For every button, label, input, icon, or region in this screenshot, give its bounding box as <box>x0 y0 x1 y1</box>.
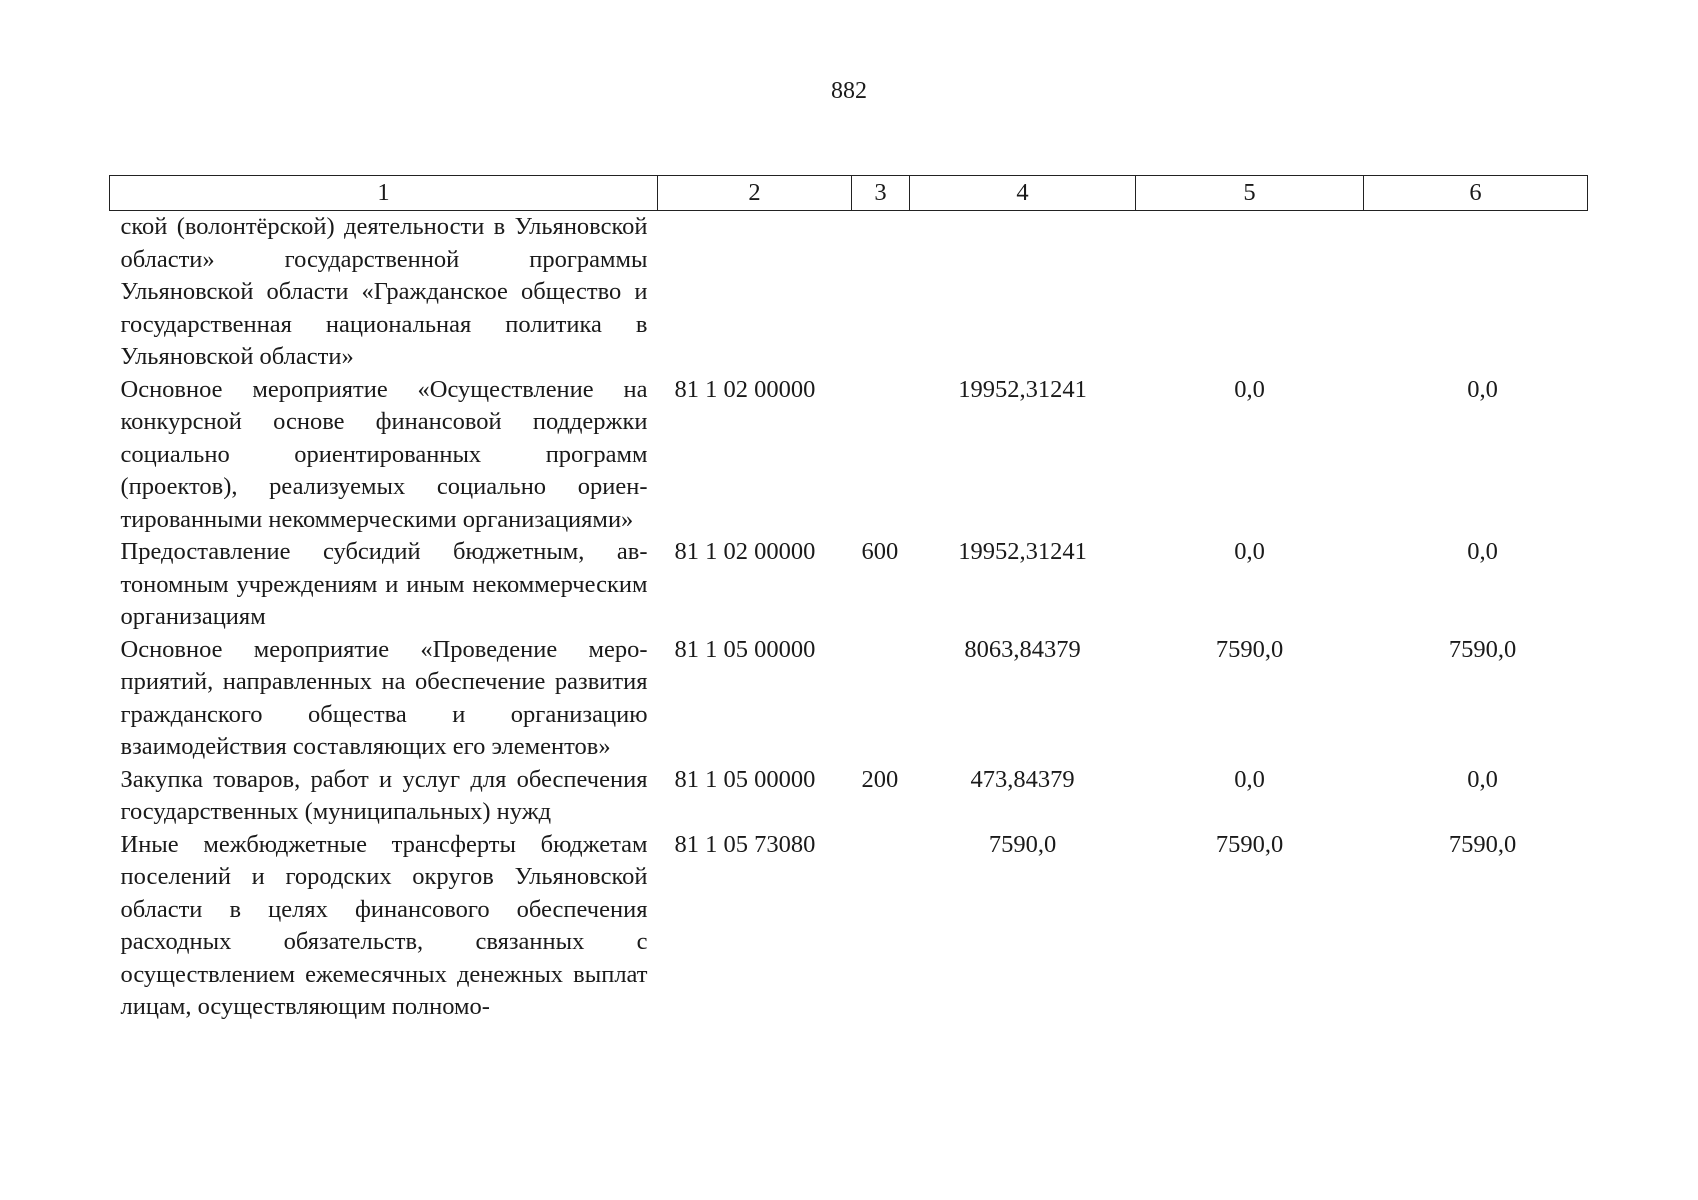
row-expense-type <box>852 374 910 537</box>
row-code: 81 1 02 00000 <box>674 375 816 403</box>
row-value-col6: 0,0 <box>1467 538 1498 565</box>
row-name: Основное мероприятие «Осуществление на конкурсной основе финансовой поддержки социально ориентированных программ (проектов), реализуемых социально ориентированными некоммерческими организациями» <box>120 375 648 533</box>
row-code: 81 1 05 00000 <box>674 765 816 793</box>
column-header-5: 5 <box>1136 176 1364 211</box>
row-value-col5: 0,0 <box>1234 765 1265 793</box>
table-row <box>110 374 1588 537</box>
table-row <box>110 634 1588 764</box>
row-expense-type: 600 <box>861 538 899 565</box>
row-name: Основное мероприятие «Проведение мероприятий, направленных на обеспечение развития гражданского общества и организацию взаимодействия составляющих его элементов» <box>120 635 648 760</box>
table-header-row <box>110 176 1588 211</box>
row-code: 81 1 02 00000 <box>674 538 816 565</box>
row-expense-type <box>852 634 910 764</box>
row-value-col6: 0,0 <box>1467 375 1498 403</box>
row-name: Предоставление субсидий бюджетным, автономным учреждениям и иным некоммерческим организациям <box>120 538 648 630</box>
budget-table <box>109 175 1588 1024</box>
row-value-col5: 0,0 <box>1234 538 1265 565</box>
row-value-col5: 0,0 <box>1234 375 1265 403</box>
row-value-col6 <box>1364 211 1588 374</box>
row-expense-type <box>852 211 910 374</box>
row-value-col5: 7590,0 <box>1215 635 1284 663</box>
row-value-col6: 7590,0 <box>1448 830 1517 858</box>
row-value-col6: 7590,0 <box>1448 635 1517 663</box>
column-header-3: 3 <box>852 176 910 211</box>
table-row <box>110 536 1588 634</box>
row-value-col4: 8063,84379 <box>964 635 1081 663</box>
row-value-col4: 19952,31241 <box>958 538 1087 565</box>
column-header-2: 2 <box>658 176 852 211</box>
column-header-6: 6 <box>1364 176 1588 211</box>
row-code <box>658 211 852 374</box>
row-expense-type <box>852 829 910 1024</box>
row-value-col4: 473,84379 <box>970 765 1075 793</box>
row-name: ской (волонтёрской) деятельности в Ульяновской области» государственной программы Ульяновской области «Гражданское общество и государственная национальная политика в Ульяновской области» <box>120 213 648 370</box>
page-number: 882 <box>831 78 867 104</box>
table-row <box>110 829 1588 1024</box>
row-name: Закупка товаров, работ и услуг для обеспечения государственных (муниципальных) нужд <box>120 765 648 825</box>
column-header-4: 4 <box>910 176 1136 211</box>
table-row <box>110 211 1588 374</box>
row-name: Иные межбюджетные трансферты бюджетам поселений и городских округов Ульяновской области в целях финансового обеспечения расходных обязательств, связанных с осуществлением ежемесячных денежных выплат лицам, осуществляющим полномо- <box>120 830 648 1020</box>
row-value-col6: 0,0 <box>1467 765 1498 793</box>
row-value-col5: 7590,0 <box>1215 830 1284 858</box>
row-code: 81 1 05 73080 <box>674 830 816 858</box>
table-row <box>110 764 1588 829</box>
column-header-1: 1 <box>110 176 658 211</box>
row-expense-type: 200 <box>861 765 899 793</box>
row-value-col4 <box>910 211 1136 374</box>
row-value-col4: 7590,0 <box>988 830 1057 858</box>
row-code: 81 1 05 00000 <box>674 635 816 663</box>
row-value-col5 <box>1136 211 1364 374</box>
row-value-col4: 19952,31241 <box>958 375 1087 403</box>
